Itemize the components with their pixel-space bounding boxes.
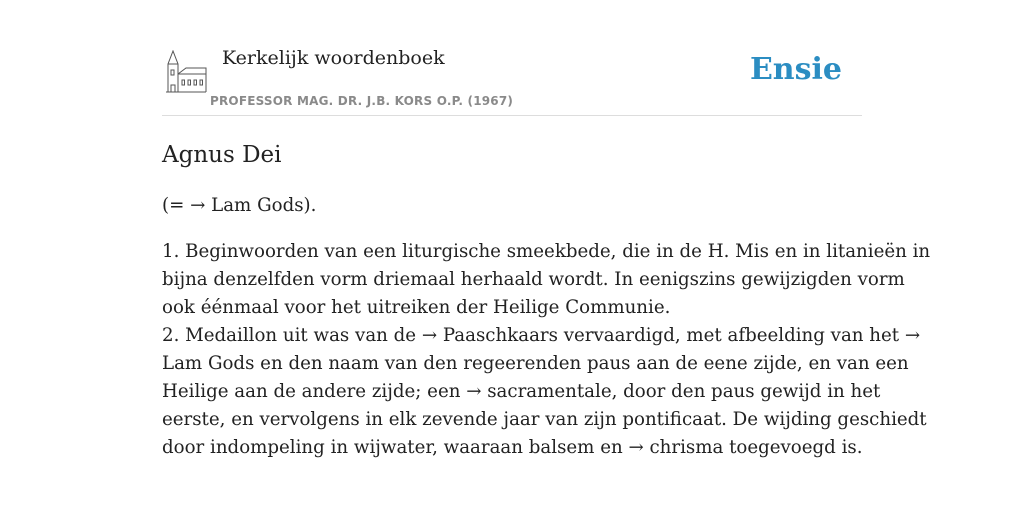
entry-line: ook éénmaal voor het uitreiken der Heilige Communie. bbox=[162, 297, 671, 318]
entry-crossref bbox=[162, 192, 862, 220]
entry-line: 2. Medaillon uit was van de → Paaschkaars vervaardigd, met afbeelding van het → bbox=[162, 325, 921, 346]
entry-line: bijna denzelfden vorm driemaal herhaald wordt. In eenigszins gewijzigden vorm bbox=[162, 269, 905, 290]
entry-line: eerste, en vervolgens in elk zevende jaar van zijn pontificaat. De wijding geschiedt bbox=[162, 409, 927, 430]
entry-crossref-text: (= → Lam Gods). bbox=[162, 195, 317, 216]
church-icon[interactable] bbox=[164, 50, 208, 94]
entry-line: 1. Beginwoorden van een liturgische smeekbede, die in de H. Mis en in litanieën in bbox=[162, 241, 931, 262]
entry-body bbox=[162, 192, 931, 462]
book-title[interactable]: Kerkelijk woordenboek bbox=[222, 47, 445, 69]
entry-line: Heilige aan de andere zijde; een → sacramentale, door den paus gewijd in het bbox=[162, 381, 881, 402]
ensie-logo-link[interactable]: Ensie bbox=[749, 52, 842, 87]
entry-line: door indompeling in wijwater, waaraan balsem en → chrisma toegevoegd is. bbox=[162, 437, 863, 458]
header bbox=[162, 0, 862, 116]
entry-title: Agnus Dei bbox=[162, 142, 282, 168]
entry-line: Lam Gods en den naam van den regeerenden paus aan de eene zijde, en van een bbox=[162, 353, 909, 374]
page bbox=[162, 0, 931, 512]
book-author: PROFESSOR MAG. DR. J.B. KORS O.P. (1967) bbox=[210, 94, 514, 108]
